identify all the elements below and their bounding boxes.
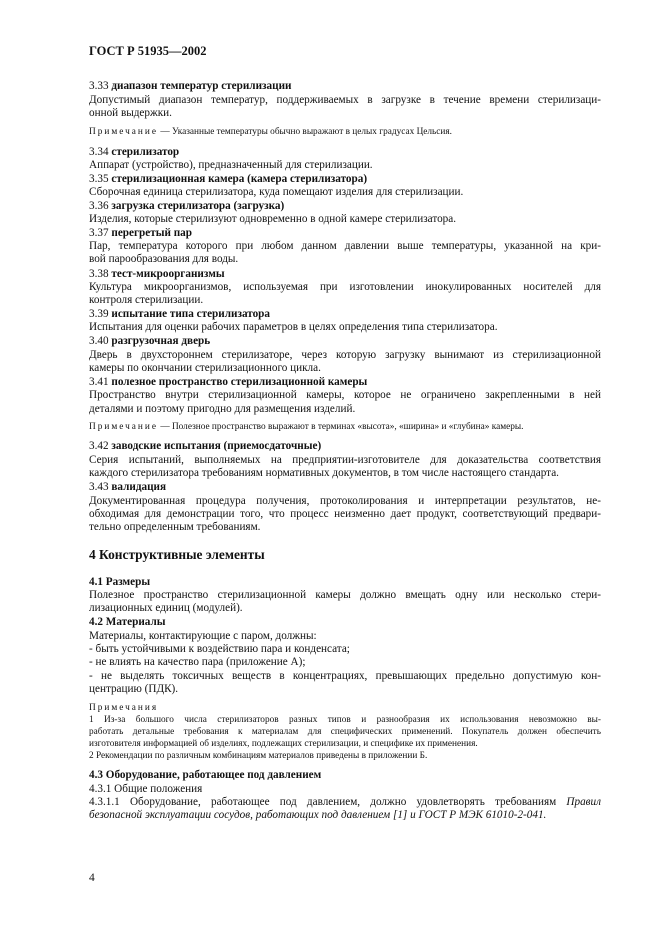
term-name: полезное пространство стерилизационной камеры (111, 376, 368, 388)
text-span: Испытания для оценки рабочих параметров в целях определения типа стерилизатора. (89, 321, 498, 333)
text-span: тельно определенным требованиям. (89, 521, 261, 533)
text-span: Дверь в двухстороннем стерилизаторе, через которую загрузку вынимают из стерилизационной (89, 349, 601, 361)
term-heading (89, 440, 601, 453)
text-line (89, 389, 601, 402)
italic-span: безопасной эксплуатации сосудов, работающих под давлением [1] и ГОСТ Р МЭК 61010-2-041. (89, 809, 547, 821)
text-span: каждого стерилизатора требованиям нормативных документов, в том числе настоящего стандарта. (89, 467, 559, 479)
term-name: валидация (111, 481, 167, 493)
text-span: 3.39 (89, 308, 112, 320)
text-span: 3.36 (89, 200, 112, 212)
text-line (89, 508, 601, 521)
text-span: 4.3.1.1 Оборудование, работающее под давлением, должно удовлетворять требованиям (89, 796, 567, 808)
note-label: Примечание (89, 422, 158, 432)
text-line (89, 213, 601, 226)
text-span: 3.43 (89, 481, 112, 493)
document-header: ГОСТ Р 51935—2002 (89, 44, 207, 58)
notes-label: Примечания (89, 703, 159, 713)
term-name: загрузка стерилизатора (загрузка) (111, 200, 285, 212)
term-heading (89, 308, 601, 321)
text-span: Документированная процедура получения, протоколирования и интерпретации результатов, не- (89, 495, 601, 507)
text-span: — Указанные температуры обычно выражают в целых градусах Цельсия. (158, 127, 452, 137)
term-heading (89, 268, 601, 281)
text-line (89, 454, 601, 467)
text-line (89, 107, 601, 120)
term-name: стерилизационная камера (камера стерилизатора) (111, 173, 368, 185)
text-span: деталями и поэтому пригодно для размещения изделий. (89, 403, 356, 415)
text-line (89, 281, 601, 294)
text-span: 3.38 (89, 268, 112, 280)
text-span: Сборочная единица стерилизатора, куда помещают изделия для стерилизации. (89, 186, 464, 198)
note-label: Примечание (89, 127, 158, 137)
note-line: 1 Из-за большого числа стерилизаторов разных типов и разнообразия их использования невозможно вы- (89, 715, 601, 725)
section-4-title: 4 Конструктивные элементы (89, 547, 265, 562)
text-span: контроля стерилизации. (89, 294, 204, 306)
page-number: 4 (89, 872, 95, 884)
text-line (89, 521, 601, 534)
text-line (89, 349, 601, 362)
term-name: тест-микроорганизмы (111, 268, 225, 280)
text-span: Изделия, которые стерилизуют одновременно в одной камере стерилизатора. (89, 213, 457, 225)
note-line: изготовителя информацией об изделиях, подлежащих стерилизации, и специфике их применения. (89, 739, 478, 749)
list-item: - не влиять на качество пара (приложение А); (89, 656, 306, 668)
text-line: лизационных единиц (модулей). (89, 602, 243, 614)
section-4-1-title-text: 4.1 Размеры (89, 576, 151, 588)
note-line (89, 127, 601, 138)
text-span: 3.35 (89, 173, 112, 185)
text-line (89, 362, 601, 375)
text-span: обходимая для демонстрации того, что процесс неизменно дает продукт, соответствующий предвари- (89, 508, 601, 520)
term-heading (89, 200, 601, 213)
term-name: испытание типа стерилизатора (111, 308, 270, 320)
text-line (89, 796, 601, 809)
note-line (89, 422, 601, 433)
text-line: центрацию (ПДК). (89, 683, 179, 695)
text-line (89, 403, 601, 416)
term-heading (89, 173, 601, 186)
text-span: Пар, температура которого при любом данном давлении выше температуры, указанной на кри- (89, 240, 601, 252)
section-4-3-title (89, 769, 601, 782)
term-name: заводские испытания (приемосдаточные) (111, 440, 322, 452)
text-line (89, 186, 601, 199)
text-line (89, 253, 601, 266)
subsection-title: 4.3.1 Общие положения (89, 783, 203, 795)
term-name: разгрузочная дверь (111, 335, 211, 347)
note-line: работать детальные требования к материалам для специфических применений. Покупатель должен обеспечить (89, 727, 601, 737)
term-heading (89, 335, 601, 348)
section-4-1-title (89, 576, 601, 589)
section-4-3-title-text: 4.3 Оборудование, работающее под давлением (89, 769, 322, 781)
italic-span: Правил (566, 796, 601, 808)
term-heading (89, 227, 601, 240)
text-line (89, 495, 601, 508)
text-line: Полезное пространство стерилизационной камеры должно вмещать одну или несколько стери- (89, 589, 601, 601)
term-heading (89, 376, 601, 389)
text-line (89, 94, 601, 107)
term-name: стерилизатор (111, 146, 180, 158)
text-span: камеры по окончании стерилизационного цикла. (89, 362, 321, 374)
text-line (89, 240, 601, 253)
text-span: Пространство внутри стерилизационной камеры, которое не ограничено закрепленными в ней (89, 389, 601, 401)
text-span: 3.37 (89, 227, 112, 239)
term-name: диапазон температур стерилизации (111, 80, 292, 92)
text-line (89, 467, 601, 480)
term-heading (89, 146, 601, 159)
text-span: вой парообразования для воды. (89, 253, 239, 265)
text-span: Допустимый диапазон температур, поддерживаемых в загрузке в течение времени стерилизаци- (89, 94, 601, 106)
list-item: - не выделять токсичных веществ в концентрациях, превышающих предельно допустимую кон- (89, 670, 601, 682)
term-heading (89, 80, 601, 93)
text-span: 3.33 (89, 80, 112, 92)
text-line: Материалы, контактирующие с паром, должны: (89, 630, 317, 642)
list-item: - быть устойчивыми к воздействию пара и конденсата; (89, 643, 350, 655)
note-line: 2 Рекомендации по различным комбинациям материалов приведены в приложении Б. (89, 751, 428, 761)
text-line (89, 321, 601, 334)
text-span: онной выдержки. (89, 107, 172, 119)
text-span: Культура микроорганизмов, используемая при изготовлении инокулированных носителей для (89, 281, 601, 293)
text-span: 3.34 (89, 146, 112, 158)
section-4-2-title-text: 4.2 Материалы (89, 616, 166, 628)
text-span: — Полезное пространство выражают в терминах «высота», «ширина» и «глубина» камеры. (158, 422, 524, 432)
text-span: 3.42 (89, 440, 112, 452)
term-name: перегретый пар (111, 227, 192, 239)
text-span: 3.40 (89, 335, 112, 347)
text-line (89, 159, 601, 172)
text-span: Аппарат (устройство), предназначенный для стерилизации. (89, 159, 373, 171)
text-line (89, 809, 601, 822)
text-line (89, 294, 601, 307)
term-heading (89, 481, 601, 494)
text-span: Серия испытаний, выполняемых на предприятии-изготовителе для доказательства соответствия (89, 454, 601, 466)
section-4-2-title (89, 616, 601, 629)
text-span: 3.41 (89, 376, 112, 388)
